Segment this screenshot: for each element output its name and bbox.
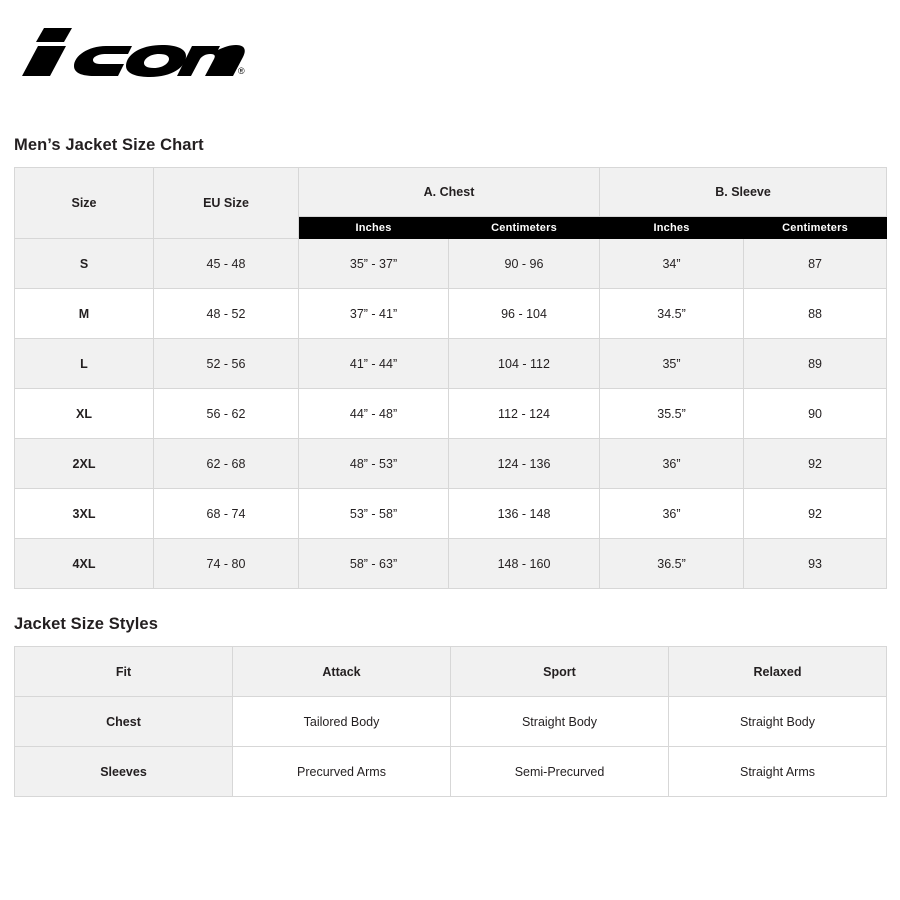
cell-chest-centimeters: 104 - 112 [449, 339, 600, 389]
cell-eu-size: 62 - 68 [154, 439, 299, 489]
mens-jacket-size-chart-table [14, 167, 887, 589]
cell-sleeve-centimeters: 88 [744, 289, 887, 339]
header-sport: Sport [451, 647, 669, 697]
header-row-groups [15, 168, 887, 217]
cell-chest-centimeters: 112 - 124 [449, 389, 600, 439]
header-chest-inches: Inches [299, 217, 449, 239]
cell-size: 4XL [15, 539, 154, 589]
cell-sleeve-inches: 35” [600, 339, 744, 389]
cell-size: M [15, 289, 154, 339]
cell-row-label: Sleeves [15, 747, 233, 797]
icon-wordmark-logo [14, 26, 246, 78]
cell-sleeve-centimeters: 90 [744, 389, 887, 439]
cell-size: L [15, 339, 154, 389]
table-row [15, 747, 887, 797]
styles-chart-header [15, 647, 887, 697]
cell-attack: Tailored Body [233, 697, 451, 747]
header-fit: Fit [15, 647, 233, 697]
cell-eu-size: 56 - 62 [154, 389, 299, 439]
cell-sleeve-inches: 36” [600, 489, 744, 539]
table-row [15, 439, 887, 489]
cell-chest-centimeters: 96 - 104 [449, 289, 600, 339]
cell-eu-size: 48 - 52 [154, 289, 299, 339]
cell-attack: Precurved Arms [233, 747, 451, 797]
cell-chest-inches: 35” - 37” [299, 239, 449, 289]
cell-chest-centimeters: 124 - 136 [449, 439, 600, 489]
cell-relaxed: Straight Arms [669, 747, 887, 797]
table-row [15, 539, 887, 589]
cell-sleeve-centimeters: 92 [744, 439, 887, 489]
cell-chest-centimeters: 136 - 148 [449, 489, 600, 539]
header-chest-group: A. Chest [299, 168, 600, 217]
table-row [15, 289, 887, 339]
cell-sleeve-centimeters: 87 [744, 239, 887, 289]
cell-chest-inches: 53” - 58” [299, 489, 449, 539]
registered-mark: ® [238, 66, 245, 76]
table-row [15, 389, 887, 439]
header-chest-centimeters: Centimeters [449, 217, 600, 239]
cell-sport: Semi-Precurved [451, 747, 669, 797]
table-row [15, 239, 887, 289]
cell-chest-inches: 41” - 44” [299, 339, 449, 389]
cell-eu-size: 74 - 80 [154, 539, 299, 589]
size-chart-body [15, 239, 887, 589]
cell-chest-inches: 37” - 41” [299, 289, 449, 339]
cell-chest-centimeters: 148 - 160 [449, 539, 600, 589]
cell-sleeve-inches: 35.5” [600, 389, 744, 439]
header-eu-size: EU Size [154, 168, 299, 239]
cell-sport: Straight Body [451, 697, 669, 747]
header-size: Size [15, 168, 154, 239]
cell-sleeve-centimeters: 93 [744, 539, 887, 589]
cell-size: S [15, 239, 154, 289]
cell-eu-size: 52 - 56 [154, 339, 299, 389]
styles-header-row [15, 647, 887, 697]
cell-size: 3XL [15, 489, 154, 539]
cell-chest-centimeters: 90 - 96 [449, 239, 600, 289]
cell-sleeve-inches: 34.5” [600, 289, 744, 339]
table-row [15, 339, 887, 389]
header-sleeve-inches: Inches [600, 217, 744, 239]
cell-relaxed: Straight Body [669, 697, 887, 747]
table-row [15, 697, 887, 747]
table-row [15, 489, 887, 539]
styles-chart-title: Jacket Size Styles [14, 615, 158, 633]
cell-size: XL [15, 389, 154, 439]
jacket-size-styles-table [14, 646, 887, 797]
size-chart-title: Men’s Jacket Size Chart [14, 136, 204, 154]
cell-eu-size: 68 - 74 [154, 489, 299, 539]
header-sleeve-group: B. Sleeve [600, 168, 887, 217]
cell-size: 2XL [15, 439, 154, 489]
cell-sleeve-centimeters: 89 [744, 339, 887, 389]
cell-sleeve-centimeters: 92 [744, 489, 887, 539]
size-chart-header [15, 168, 887, 239]
styles-chart-body [15, 697, 887, 797]
cell-sleeve-inches: 34” [600, 239, 744, 289]
cell-eu-size: 45 - 48 [154, 239, 299, 289]
cell-sleeve-inches: 36” [600, 439, 744, 489]
header-relaxed: Relaxed [669, 647, 887, 697]
cell-sleeve-inches: 36.5” [600, 539, 744, 589]
cell-chest-inches: 48” - 53” [299, 439, 449, 489]
header-sleeve-centimeters: Centimeters [744, 217, 887, 239]
cell-chest-inches: 44” - 48” [299, 389, 449, 439]
header-attack: Attack [233, 647, 451, 697]
cell-row-label: Chest [15, 697, 233, 747]
brand-logo [14, 0, 886, 104]
cell-chest-inches: 58” - 63” [299, 539, 449, 589]
